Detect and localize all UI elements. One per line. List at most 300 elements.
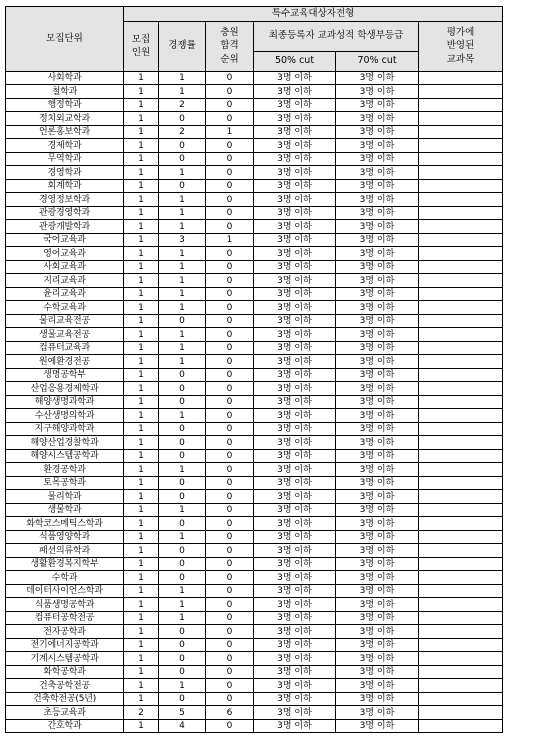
cell-cut50: 3명 이하 — [254, 517, 336, 531]
cell-waitlist: 0 — [206, 598, 254, 612]
cell-cut50: 3명 이하 — [254, 85, 336, 99]
cell-subjects — [419, 355, 503, 369]
cell-cut70: 3명 이하 — [336, 665, 419, 679]
table-row — [6, 436, 503, 450]
cell-cut50: 3명 이하 — [254, 314, 336, 328]
table-row — [6, 368, 503, 382]
cell-competition: 1 — [159, 85, 206, 99]
table-row — [6, 287, 503, 301]
cell-cut70: 3명 이하 — [336, 530, 419, 544]
cell-cut50: 3명 이하 — [254, 611, 336, 625]
cell-waitlist: 0 — [206, 112, 254, 126]
cell-unit: 경영학과 — [6, 166, 124, 180]
cell-quota: 1 — [124, 409, 159, 423]
cell-competition: 1 — [159, 598, 206, 612]
cell-subjects — [419, 301, 503, 315]
cell-unit: 행정학과 — [6, 98, 124, 112]
cell-cut70: 3명 이하 — [336, 247, 419, 261]
cell-cut50: 3명 이하 — [254, 139, 336, 153]
cell-cut70: 3명 이하 — [336, 517, 419, 531]
admission-results-table — [5, 6, 503, 733]
table-row — [6, 247, 503, 261]
cell-waitlist: 0 — [206, 719, 254, 733]
cell-quota: 1 — [124, 638, 159, 652]
cell-cut70: 3명 이하 — [336, 220, 419, 234]
cell-cut70: 3명 이하 — [336, 409, 419, 423]
cell-quota: 1 — [124, 233, 159, 247]
cell-competition: 1 — [159, 530, 206, 544]
cell-cut50: 3명 이하 — [254, 638, 336, 652]
cell-subjects — [419, 476, 503, 490]
cell-cut70: 3명 이하 — [336, 625, 419, 639]
table-body — [6, 71, 503, 733]
cell-waitlist: 0 — [206, 503, 254, 517]
cell-cut70: 3명 이하 — [336, 476, 419, 490]
cell-unit: 해양생명과학과 — [6, 395, 124, 409]
cell-competition: 1 — [159, 166, 206, 180]
cell-unit: 지리교육과 — [6, 274, 124, 288]
cell-cut50: 3명 이하 — [254, 598, 336, 612]
cell-competition: 1 — [159, 260, 206, 274]
cell-unit: 언론홍보학과 — [6, 125, 124, 139]
cell-waitlist: 0 — [206, 395, 254, 409]
cell-competition: 0 — [159, 652, 206, 666]
cell-quota: 1 — [124, 382, 159, 396]
cell-cut70: 3명 이하 — [336, 679, 419, 693]
cell-waitlist: 0 — [206, 179, 254, 193]
table-row — [6, 638, 503, 652]
cell-unit: 수산생명의학과 — [6, 409, 124, 423]
cell-cut50: 3명 이하 — [254, 233, 336, 247]
cell-cut70: 3명 이하 — [336, 260, 419, 274]
cell-waitlist: 0 — [206, 530, 254, 544]
table-row — [6, 449, 503, 463]
cell-cut70: 3명 이하 — [336, 193, 419, 207]
cell-competition: 0 — [159, 382, 206, 396]
cell-subjects — [419, 368, 503, 382]
table-row — [6, 341, 503, 355]
cell-waitlist: 0 — [206, 368, 254, 382]
cell-unit: 철학과 — [6, 85, 124, 99]
cell-waitlist: 1 — [206, 233, 254, 247]
cell-waitlist: 0 — [206, 301, 254, 315]
cell-waitlist: 0 — [206, 625, 254, 639]
cell-waitlist: 0 — [206, 517, 254, 531]
cell-competition: 0 — [159, 112, 206, 126]
cell-unit: 컴퓨터교육과 — [6, 341, 124, 355]
cell-waitlist: 0 — [206, 287, 254, 301]
cell-quota: 1 — [124, 368, 159, 382]
admission-results-sheet — [5, 6, 503, 733]
cell-waitlist: 0 — [206, 665, 254, 679]
table-row — [6, 679, 503, 693]
cell-cut50: 3명 이하 — [254, 206, 336, 220]
cell-cut50: 3명 이하 — [254, 382, 336, 396]
cell-quota: 1 — [124, 314, 159, 328]
cell-competition: 0 — [159, 625, 206, 639]
cell-quota: 1 — [124, 287, 159, 301]
cell-competition: 1 — [159, 274, 206, 288]
cell-cut70: 3명 이하 — [336, 557, 419, 571]
cell-cut50: 3명 이하 — [254, 193, 336, 207]
cell-subjects — [419, 409, 503, 423]
table-row — [6, 179, 503, 193]
cell-cut70: 3명 이하 — [336, 355, 419, 369]
cell-cut50: 3명 이하 — [254, 719, 336, 733]
cell-unit: 지구해양과학과 — [6, 422, 124, 436]
cell-subjects — [419, 382, 503, 396]
cell-quota: 1 — [124, 71, 159, 85]
table-row — [6, 152, 503, 166]
header-special-group: 특수교육대상자전형 — [124, 7, 503, 22]
cell-unit: 생물교육전공 — [6, 328, 124, 342]
table-row — [6, 463, 503, 477]
cell-subjects — [419, 449, 503, 463]
cell-quota: 1 — [124, 719, 159, 733]
cell-subjects — [419, 287, 503, 301]
cell-subjects — [419, 139, 503, 153]
cell-cut50: 3명 이하 — [254, 422, 336, 436]
cell-competition: 5 — [159, 706, 206, 720]
cell-unit: 정치외교학과 — [6, 112, 124, 126]
cell-waitlist: 0 — [206, 463, 254, 477]
cell-competition: 1 — [159, 220, 206, 234]
cell-cut70: 3명 이하 — [336, 598, 419, 612]
cell-quota: 1 — [124, 139, 159, 153]
cell-cut50: 3명 이하 — [254, 179, 336, 193]
cell-cut50: 3명 이하 — [254, 652, 336, 666]
cell-waitlist: 0 — [206, 692, 254, 706]
cell-cut70: 3명 이하 — [336, 233, 419, 247]
cell-competition: 1 — [159, 341, 206, 355]
cell-subjects — [419, 166, 503, 180]
cell-unit: 해양산업경찰학과 — [6, 436, 124, 450]
cell-quota: 1 — [124, 166, 159, 180]
cell-competition: 0 — [159, 422, 206, 436]
cell-unit: 수학과 — [6, 571, 124, 585]
cell-subjects — [419, 328, 503, 342]
cell-subjects — [419, 220, 503, 234]
cell-subjects — [419, 436, 503, 450]
cell-cut70: 3명 이하 — [336, 125, 419, 139]
cell-cut50: 3명 이하 — [254, 584, 336, 598]
cell-unit: 관광경영학과 — [6, 206, 124, 220]
cell-waitlist: 0 — [206, 652, 254, 666]
cell-quota: 1 — [124, 422, 159, 436]
cell-cut70: 3명 이하 — [336, 584, 419, 598]
cell-quota: 1 — [124, 679, 159, 693]
cell-cut70: 3명 이하 — [336, 179, 419, 193]
cell-unit: 건축학전공(5년) — [6, 692, 124, 706]
cell-subjects — [419, 598, 503, 612]
table-row — [6, 571, 503, 585]
cell-cut50: 3명 이하 — [254, 692, 336, 706]
cell-unit: 화학공학과 — [6, 665, 124, 679]
cell-unit: 경제학과 — [6, 139, 124, 153]
cell-subjects — [419, 692, 503, 706]
cell-unit: 사회학과 — [6, 71, 124, 85]
cell-waitlist: 1 — [206, 125, 254, 139]
cell-waitlist: 6 — [206, 706, 254, 720]
cell-cut70: 3명 이하 — [336, 449, 419, 463]
cell-cut50: 3명 이하 — [254, 125, 336, 139]
cell-cut50: 3명 이하 — [254, 260, 336, 274]
cell-waitlist: 0 — [206, 314, 254, 328]
cell-unit: 건축공학전공 — [6, 679, 124, 693]
cell-cut50: 3명 이하 — [254, 679, 336, 693]
table-row — [6, 557, 503, 571]
cell-cut70: 3명 이하 — [336, 719, 419, 733]
cell-cut70: 3명 이하 — [336, 692, 419, 706]
cell-competition: 0 — [159, 571, 206, 585]
table-row — [6, 692, 503, 706]
table-row — [6, 395, 503, 409]
cell-cut50: 3명 이하 — [254, 503, 336, 517]
cell-waitlist: 0 — [206, 584, 254, 598]
cell-quota: 1 — [124, 598, 159, 612]
cell-cut70: 3명 이하 — [336, 706, 419, 720]
cell-waitlist: 0 — [206, 98, 254, 112]
cell-competition: 1 — [159, 328, 206, 342]
cell-quota: 1 — [124, 301, 159, 315]
table-row — [6, 328, 503, 342]
cell-subjects — [419, 422, 503, 436]
cell-competition: 4 — [159, 719, 206, 733]
cell-unit: 사회교육과 — [6, 260, 124, 274]
cell-competition: 0 — [159, 692, 206, 706]
header-competition: 경쟁률 — [159, 21, 206, 71]
table-row — [6, 125, 503, 139]
table-row — [6, 139, 503, 153]
header-quota: 모집 인원 — [124, 21, 159, 71]
cell-waitlist: 0 — [206, 139, 254, 153]
cell-competition: 1 — [159, 287, 206, 301]
header-unit: 모집단위 — [6, 7, 124, 72]
cell-waitlist: 0 — [206, 274, 254, 288]
cell-competition: 1 — [159, 584, 206, 598]
cell-waitlist: 0 — [206, 544, 254, 558]
cell-cut70: 3명 이하 — [336, 503, 419, 517]
table-row — [6, 706, 503, 720]
cell-competition: 0 — [159, 179, 206, 193]
cell-subjects — [419, 625, 503, 639]
cell-unit: 생물학과 — [6, 503, 124, 517]
cell-cut70: 3명 이하 — [336, 611, 419, 625]
cell-cut70: 3명 이하 — [336, 436, 419, 450]
cell-competition: 0 — [159, 544, 206, 558]
cell-competition: 0 — [159, 368, 206, 382]
cell-cut50: 3명 이하 — [254, 665, 336, 679]
cell-cut50: 3명 이하 — [254, 328, 336, 342]
cell-unit: 물리교육전공 — [6, 314, 124, 328]
table-row — [6, 382, 503, 396]
cell-subjects — [419, 611, 503, 625]
cell-cut50: 3명 이하 — [254, 341, 336, 355]
cell-competition: 1 — [159, 247, 206, 261]
cell-quota: 1 — [124, 98, 159, 112]
cell-cut50: 3명 이하 — [254, 449, 336, 463]
cell-subjects — [419, 341, 503, 355]
cell-unit: 데이터사이언스학과 — [6, 584, 124, 598]
cell-quota: 1 — [124, 665, 159, 679]
header-subjects: 평가에 반영된 교과목 — [419, 21, 503, 71]
cell-subjects — [419, 71, 503, 85]
cell-quota: 1 — [124, 625, 159, 639]
cell-cut50: 3명 이하 — [254, 355, 336, 369]
cell-unit: 물리학과 — [6, 490, 124, 504]
cell-waitlist: 0 — [206, 571, 254, 585]
cell-cut50: 3명 이하 — [254, 706, 336, 720]
cell-subjects — [419, 571, 503, 585]
cell-unit: 토목공학과 — [6, 476, 124, 490]
cell-quota: 1 — [124, 584, 159, 598]
cell-subjects — [419, 652, 503, 666]
table-row — [6, 166, 503, 180]
cell-subjects — [419, 463, 503, 477]
cell-unit: 초등교육과 — [6, 706, 124, 720]
cell-cut50: 3명 이하 — [254, 98, 336, 112]
cell-waitlist: 0 — [206, 220, 254, 234]
cell-unit: 화학코스메틱스학과 — [6, 517, 124, 531]
table-row — [6, 517, 503, 531]
table-row — [6, 301, 503, 315]
cell-cut50: 3명 이하 — [254, 530, 336, 544]
cell-subjects — [419, 517, 503, 531]
cell-waitlist: 0 — [206, 328, 254, 342]
cell-subjects — [419, 395, 503, 409]
cell-cut70: 3명 이하 — [336, 166, 419, 180]
table-row — [6, 584, 503, 598]
table-row — [6, 530, 503, 544]
cell-competition: 0 — [159, 476, 206, 490]
cell-unit: 간호학과 — [6, 719, 124, 733]
header-cut70: 70% cut — [336, 51, 419, 71]
cell-cut70: 3명 이하 — [336, 395, 419, 409]
cell-subjects — [419, 125, 503, 139]
cell-quota: 1 — [124, 490, 159, 504]
cell-quota: 1 — [124, 125, 159, 139]
cell-cut50: 3명 이하 — [254, 287, 336, 301]
cell-quota: 1 — [124, 179, 159, 193]
cell-competition: 0 — [159, 517, 206, 531]
cell-subjects — [419, 98, 503, 112]
cell-subjects — [419, 112, 503, 126]
cell-subjects — [419, 247, 503, 261]
cell-quota: 1 — [124, 611, 159, 625]
cell-quota: 1 — [124, 544, 159, 558]
cell-cut50: 3명 이하 — [254, 112, 336, 126]
cell-waitlist: 0 — [206, 490, 254, 504]
cell-unit: 산업응용경제학과 — [6, 382, 124, 396]
cell-unit: 회계학과 — [6, 179, 124, 193]
cell-subjects — [419, 152, 503, 166]
cell-cut50: 3명 이하 — [254, 490, 336, 504]
cell-quota: 1 — [124, 260, 159, 274]
cell-unit: 영어교육과 — [6, 247, 124, 261]
cell-unit: 전자공학과 — [6, 625, 124, 639]
cell-unit: 생명공학부 — [6, 368, 124, 382]
cell-cut70: 3명 이하 — [336, 571, 419, 585]
cell-unit: 기계시스템공학과 — [6, 652, 124, 666]
cell-waitlist: 0 — [206, 71, 254, 85]
cell-quota: 1 — [124, 193, 159, 207]
cell-unit: 윤리교육과 — [6, 287, 124, 301]
cell-competition: 1 — [159, 355, 206, 369]
cell-competition: 0 — [159, 152, 206, 166]
cell-unit: 관광개발학과 — [6, 220, 124, 234]
cell-cut70: 3명 이하 — [336, 652, 419, 666]
cell-unit: 컴퓨터공학전공 — [6, 611, 124, 625]
cell-cut50: 3명 이하 — [254, 463, 336, 477]
cell-waitlist: 0 — [206, 166, 254, 180]
cell-cut50: 3명 이하 — [254, 409, 336, 423]
cell-cut50: 3명 이하 — [254, 544, 336, 558]
table-row — [6, 476, 503, 490]
cell-competition: 0 — [159, 490, 206, 504]
cell-subjects — [419, 503, 503, 517]
cell-subjects — [419, 544, 503, 558]
cell-subjects — [419, 490, 503, 504]
cell-cut70: 3명 이하 — [336, 382, 419, 396]
cell-cut70: 3명 이하 — [336, 71, 419, 85]
cell-waitlist: 0 — [206, 247, 254, 261]
cell-cut50: 3명 이하 — [254, 152, 336, 166]
cell-quota: 1 — [124, 220, 159, 234]
cell-cut50: 3명 이하 — [254, 247, 336, 261]
table-row — [6, 625, 503, 639]
cell-waitlist: 0 — [206, 341, 254, 355]
cell-subjects — [419, 584, 503, 598]
table-row — [6, 611, 503, 625]
table-row — [6, 112, 503, 126]
cell-waitlist: 0 — [206, 382, 254, 396]
cell-subjects — [419, 179, 503, 193]
cell-cut70: 3명 이하 — [336, 422, 419, 436]
cell-waitlist: 0 — [206, 449, 254, 463]
cell-quota: 1 — [124, 341, 159, 355]
cell-waitlist: 0 — [206, 557, 254, 571]
cell-cut50: 3명 이하 — [254, 476, 336, 490]
cell-competition: 1 — [159, 193, 206, 207]
cell-quota: 1 — [124, 274, 159, 288]
table-row — [6, 274, 503, 288]
cell-competition: 2 — [159, 125, 206, 139]
cell-competition: 0 — [159, 449, 206, 463]
cell-waitlist: 0 — [206, 355, 254, 369]
cell-subjects — [419, 193, 503, 207]
table-row — [6, 260, 503, 274]
cell-quota: 1 — [124, 152, 159, 166]
cell-waitlist: 0 — [206, 679, 254, 693]
cell-unit: 식품생명공학과 — [6, 598, 124, 612]
cell-subjects — [419, 85, 503, 99]
cell-quota: 1 — [124, 652, 159, 666]
cell-subjects — [419, 719, 503, 733]
cell-competition: 0 — [159, 139, 206, 153]
cell-cut50: 3명 이하 — [254, 436, 336, 450]
cell-cut70: 3명 이하 — [336, 152, 419, 166]
cell-waitlist: 0 — [206, 206, 254, 220]
cell-subjects — [419, 665, 503, 679]
cell-cut70: 3명 이하 — [336, 112, 419, 126]
cell-competition: 1 — [159, 301, 206, 315]
cell-competition: 2 — [159, 98, 206, 112]
cell-quota: 1 — [124, 530, 159, 544]
table-row — [6, 71, 503, 85]
cell-competition: 0 — [159, 314, 206, 328]
cell-cut50: 3명 이하 — [254, 625, 336, 639]
table-row — [6, 355, 503, 369]
